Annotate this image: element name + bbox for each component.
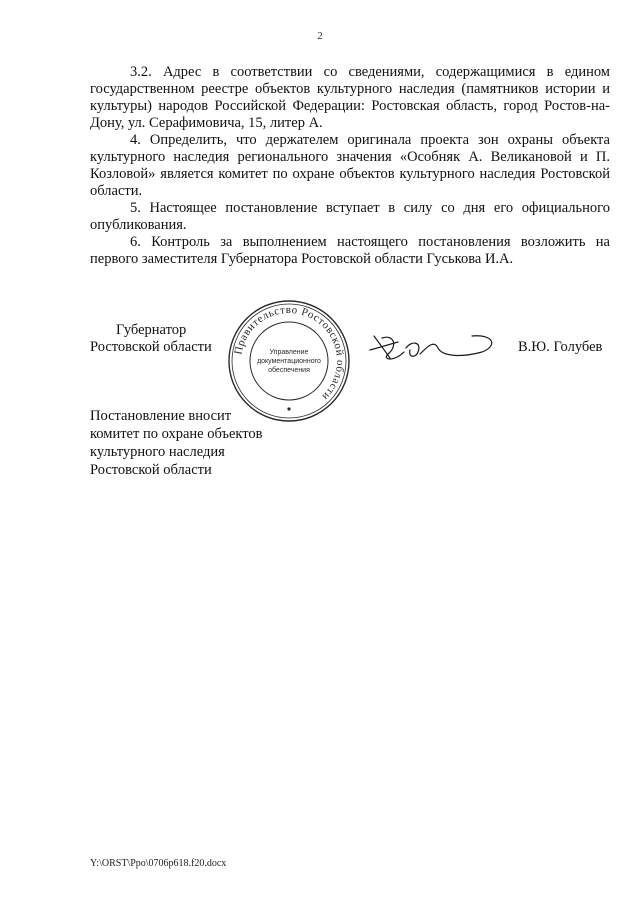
svg-text:Правительство Ростовской облас <box>232 304 346 403</box>
handwritten-signature <box>364 328 500 368</box>
issuer-note <box>90 407 350 479</box>
paragraph-3-2: 3.2. Адрес в соответствии со сведениями, содержащимися в едином государственном реестре объектов культурного наследия (памятников истории и культуры) народов Российской Федерации: Ростовская область, город Ростов-на-Дону, ул. Серафимовича, 15, литер А. <box>90 64 610 131</box>
paragraph-6: 6. Контроль за выполнением настоящего постановления возложить на первого заместителя Губернатора Ростовской области Гуськова И.А. <box>90 234 610 267</box>
seal-outer-text: Правительство Ростовской области <box>232 303 347 403</box>
issuer-line-1: Постановление вносит <box>90 408 232 424</box>
paragraph-5: 5. Настоящее постановление вступает в силу со дня его официального опубликования. <box>90 200 610 233</box>
document-body <box>90 64 610 268</box>
seal-inner-line-2: документационного <box>257 358 321 365</box>
seal-inner-line-3: обеспечения <box>268 367 310 374</box>
signer-title <box>90 322 230 356</box>
file-path-footer: Y:\ORST\Ppo\0706p618.f20.docx <box>90 858 227 869</box>
issuer-line-3: культурного наследия <box>90 444 225 460</box>
paragraph-4: 4. Определить, что держателем оригинала проекта зон охраны объекта культурного наследия регионального значения «Особняк А. Великановой и П. Козловой» является комитет по охране объектов культурного наследия Ростовской области. <box>90 132 610 199</box>
issuer-line-2: комитет по охране объектов <box>90 426 263 442</box>
official-seal <box>226 298 352 424</box>
page-number: 2 <box>317 30 323 42</box>
signer-title-line-2: Ростовской области <box>90 339 212 355</box>
seal-inner-line-1: Управление <box>269 349 309 356</box>
signer-name: В.Ю. Голубев <box>518 339 603 355</box>
signer-title-line-1: Губернатор <box>116 322 187 338</box>
issuer-line-4: Ростовской области <box>90 462 212 478</box>
